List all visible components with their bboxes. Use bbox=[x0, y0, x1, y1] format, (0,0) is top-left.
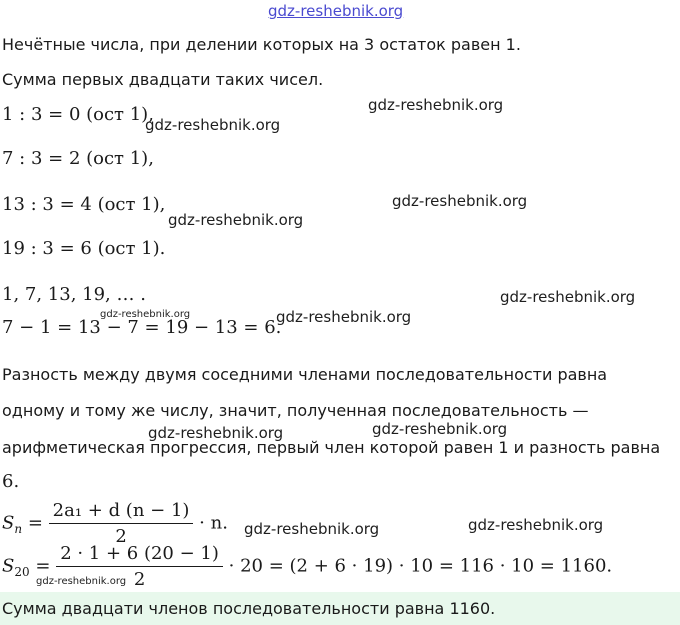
equation-4: 19 : 3 = 6 (ост 1). bbox=[2, 238, 166, 259]
watermark: gdz-reshebnik.org bbox=[100, 309, 191, 320]
explanation-line-1: Разность между двумя соседними членами последовательности равна bbox=[2, 365, 608, 384]
watermark: gdz-reshebnik.org bbox=[500, 288, 636, 306]
formula-numerator: 2a₁ + d (n − 1) bbox=[49, 500, 194, 524]
formula-denominator: 2 bbox=[115, 526, 127, 547]
answer-box bbox=[0, 592, 680, 625]
calc-denominator: 2 bbox=[133, 569, 146, 590]
watermark: gdz-reshebnik.org bbox=[148, 424, 284, 442]
equals-sign: = bbox=[35, 555, 51, 577]
explanation-line-2: одному и тому же числу, значит, полученная последовательность — bbox=[2, 401, 589, 420]
sequence: 1, 7, 13, 19, … . bbox=[2, 284, 146, 305]
watermark: gdz-reshebnik.org bbox=[372, 420, 508, 438]
equation-2: 7 : 3 = 2 (ост 1), bbox=[2, 148, 154, 169]
watermark: gdz-reshebnik.org bbox=[276, 308, 412, 326]
watermark: gdz-reshebnik.org bbox=[368, 96, 504, 114]
calc-lhs-sub: 20 bbox=[14, 565, 30, 580]
equals-sign: = bbox=[27, 512, 43, 534]
watermark: gdz-reshebnik.org bbox=[468, 516, 604, 534]
formula-tail: · n. bbox=[199, 512, 228, 534]
watermark-top: gdz-reshebnik.org bbox=[268, 2, 404, 20]
calc-numerator: 2 · 1 + 6 (20 − 1) bbox=[56, 543, 223, 567]
task-text: Сумма первых двадцати таких чисел. bbox=[2, 70, 324, 89]
watermark: gdz-reshebnik.org bbox=[168, 211, 304, 229]
formula-lhs: S bbox=[2, 512, 15, 534]
equation-1: 1 : 3 = 0 (ост 1), bbox=[2, 104, 154, 125]
calc-lhs: S bbox=[2, 555, 15, 577]
sum-formula bbox=[2, 500, 228, 547]
watermark: gdz-reshebnik.org bbox=[145, 116, 281, 134]
condition-text: Нечётные числа, при делении которых на 3 остаток равен 1. bbox=[2, 35, 521, 54]
watermark: gdz-reshebnik.org bbox=[244, 520, 380, 538]
explanation-line-3: арифметическая прогрессия, первый член которой равен 1 и разность равна bbox=[2, 438, 661, 457]
watermark: gdz-reshebnik.org bbox=[36, 576, 127, 587]
equation-3: 13 : 3 = 4 (ост 1), bbox=[2, 194, 166, 215]
watermark: gdz-reshebnik.org bbox=[392, 192, 528, 210]
difference: 7 − 1 = 13 − 7 = 19 − 13 = 6. bbox=[2, 317, 282, 338]
formula-fraction bbox=[49, 500, 194, 547]
calc-tail: · 20 = (2 + 6 · 19) · 10 = 116 · 10 = 1160. bbox=[228, 555, 613, 577]
answer-text: Сумма двадцати членов последовательности равна 1160. bbox=[2, 599, 496, 618]
explanation-line-4: 6. bbox=[2, 471, 20, 492]
formula-lhs-sub: n bbox=[14, 522, 23, 537]
